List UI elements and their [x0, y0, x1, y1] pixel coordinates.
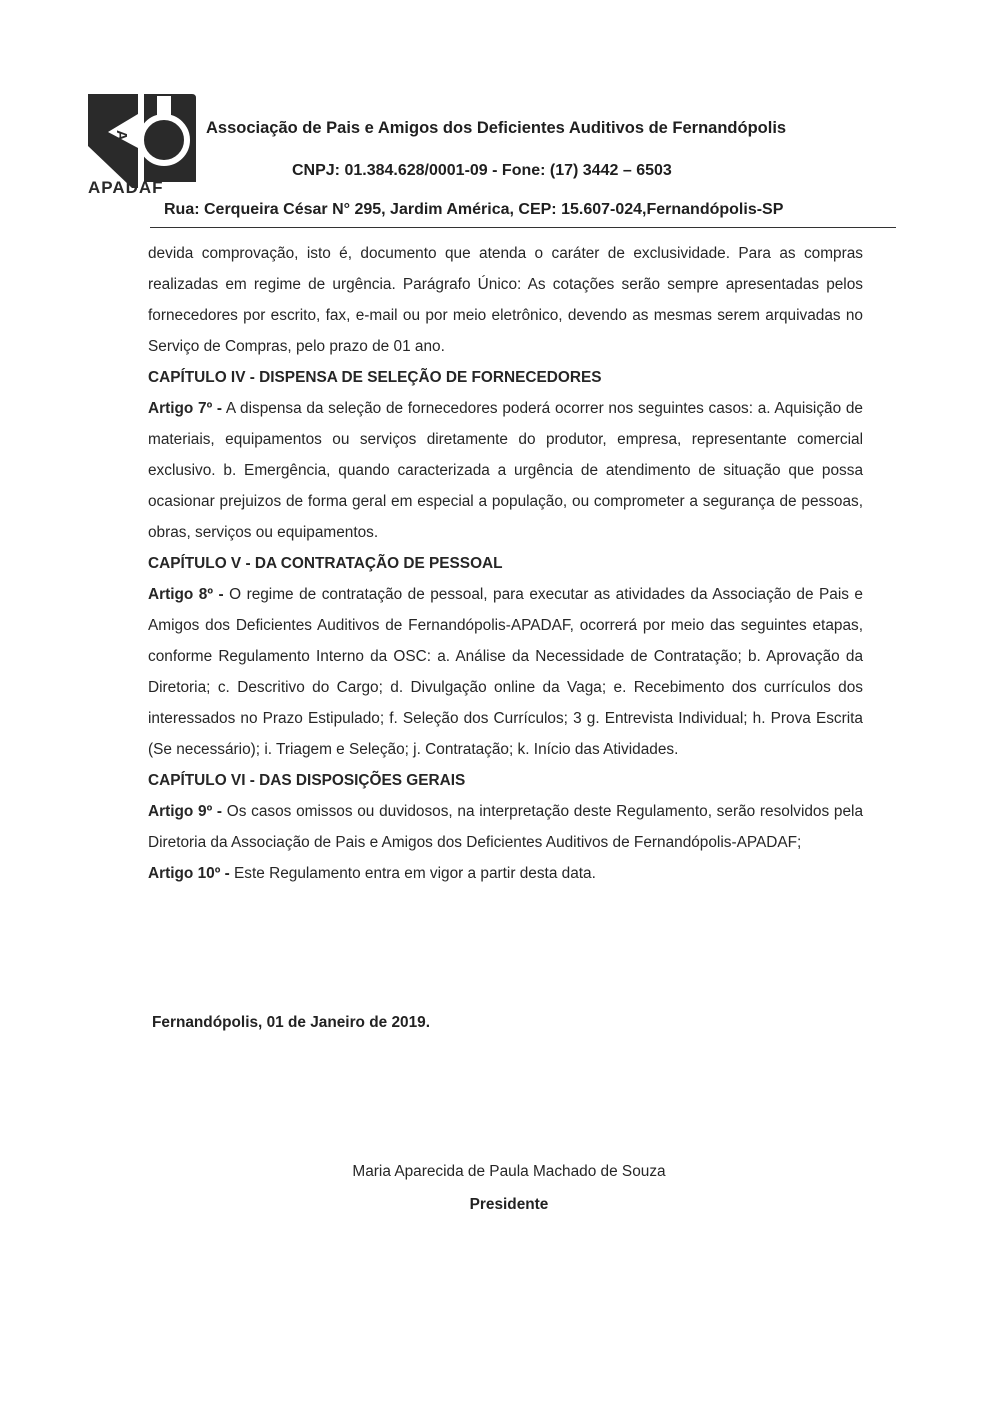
svg-text:A: A: [113, 130, 130, 141]
article-10-text: Este Regulamento entra em vigor a partir desta data.: [229, 865, 596, 882]
header-divider: [150, 227, 896, 228]
date-line: Fernandópolis, 01 de Janeiro de 2019.: [152, 1014, 430, 1031]
article-7: [148, 393, 863, 548]
article-7-text: A dispensa da seleção de fornecedores poderá ocorrer nos seguintes casos: a. Aquisição de materiais, equipamentos ou serviços diretamente do produtor, empresa, representante comercial exclusivo. b. Emergência, quando caracterizada a urgência de atendimento de situação que possa ocasionar prejuizos de forma geral em especial a população, ou comprometer a segurança de pessoas, obras, serviços ou equipamentos.: [148, 400, 863, 541]
article-9-text: Os casos omissos ou duvidosos, na interpretação deste Regulamento, serão resolvidos pela Diretoria da Associação de Pais e Amigos dos Deficientes Auditivos de Fernandópolis-APADAF;: [148, 803, 864, 851]
cnpj-phone-line: CNPJ: 01.384.628/0001-09 - Fone: (17) 3442 – 6503: [292, 162, 672, 179]
chapter-vi-heading: CAPÍTULO VI - DAS DISPOSIÇÕES GERAIS: [148, 772, 466, 789]
intro-paragraph: devida comprovação, isto é, documento que atenda o caráter de exclusividade. Para as compras realizadas em regime de urgência. Parágrafo Único: As cotações serão sempre apresentadas pelos fornecedores por escrito, fax, e-mail ou por meio eletrônico, devendo as mesmas serem arquivadas no Serviço de Compras, pelo prazo de 01 ano.: [148, 245, 863, 355]
logo-wordmark: APADAF: [88, 178, 164, 196]
organization-name: Associação de Pais e Amigos dos Deficientes Auditivos de Fernandópolis: [206, 119, 787, 137]
article-8-text: O regime de contratação de pessoal, para executar as atividades da Associação de Pais e Amigos dos Deficientes Auditivos de Fernandópolis-APADAF, ocorrerá por meio das seguintes etapas, conforme Regulamento Interno da OSC: a. Análise da Necessidade de Contratação; b. Aprovação da Diretoria; c. Descritivo do Cargo; d. Divulgação online da Vaga; e. Recebimento dos currículos dos interessados no Prazo Estipulado; f. Seleção dos Currículos; 3 g. Entrevista Individual; h. Prova Escrita (Se necessário); i. Triagem e Seleção; j. Contratação; k. Início das Atividades.: [148, 586, 863, 758]
address-line: Rua: Cerqueira César N° 295, Jardim América, CEP: 15.607-024,Fernandópolis-SP: [164, 201, 784, 218]
signatory-name: Maria Aparecida de Paula Machado de Souza: [352, 1163, 666, 1180]
article-9-label: Artigo 9º -: [148, 803, 223, 820]
article-10: [148, 858, 863, 889]
article-8-label: Artigo 8º -: [148, 586, 224, 603]
chapter-iv-heading: CAPÍTULO IV - DISPENSA DE SELEÇÃO DE FORNECEDORES: [148, 369, 602, 386]
apadaf-logo: [84, 92, 198, 196]
document-body: [148, 238, 863, 889]
article-10-label: Artigo 10º -: [148, 865, 230, 882]
article-9: [148, 796, 863, 858]
chapter-v-heading: CAPÍTULO V - DA CONTRATAÇÃO DE PESSOAL: [148, 555, 503, 572]
article-8: [148, 579, 863, 765]
article-7-label: Artigo 7º -: [148, 400, 223, 417]
signatory-role: Presidente: [469, 1196, 549, 1213]
